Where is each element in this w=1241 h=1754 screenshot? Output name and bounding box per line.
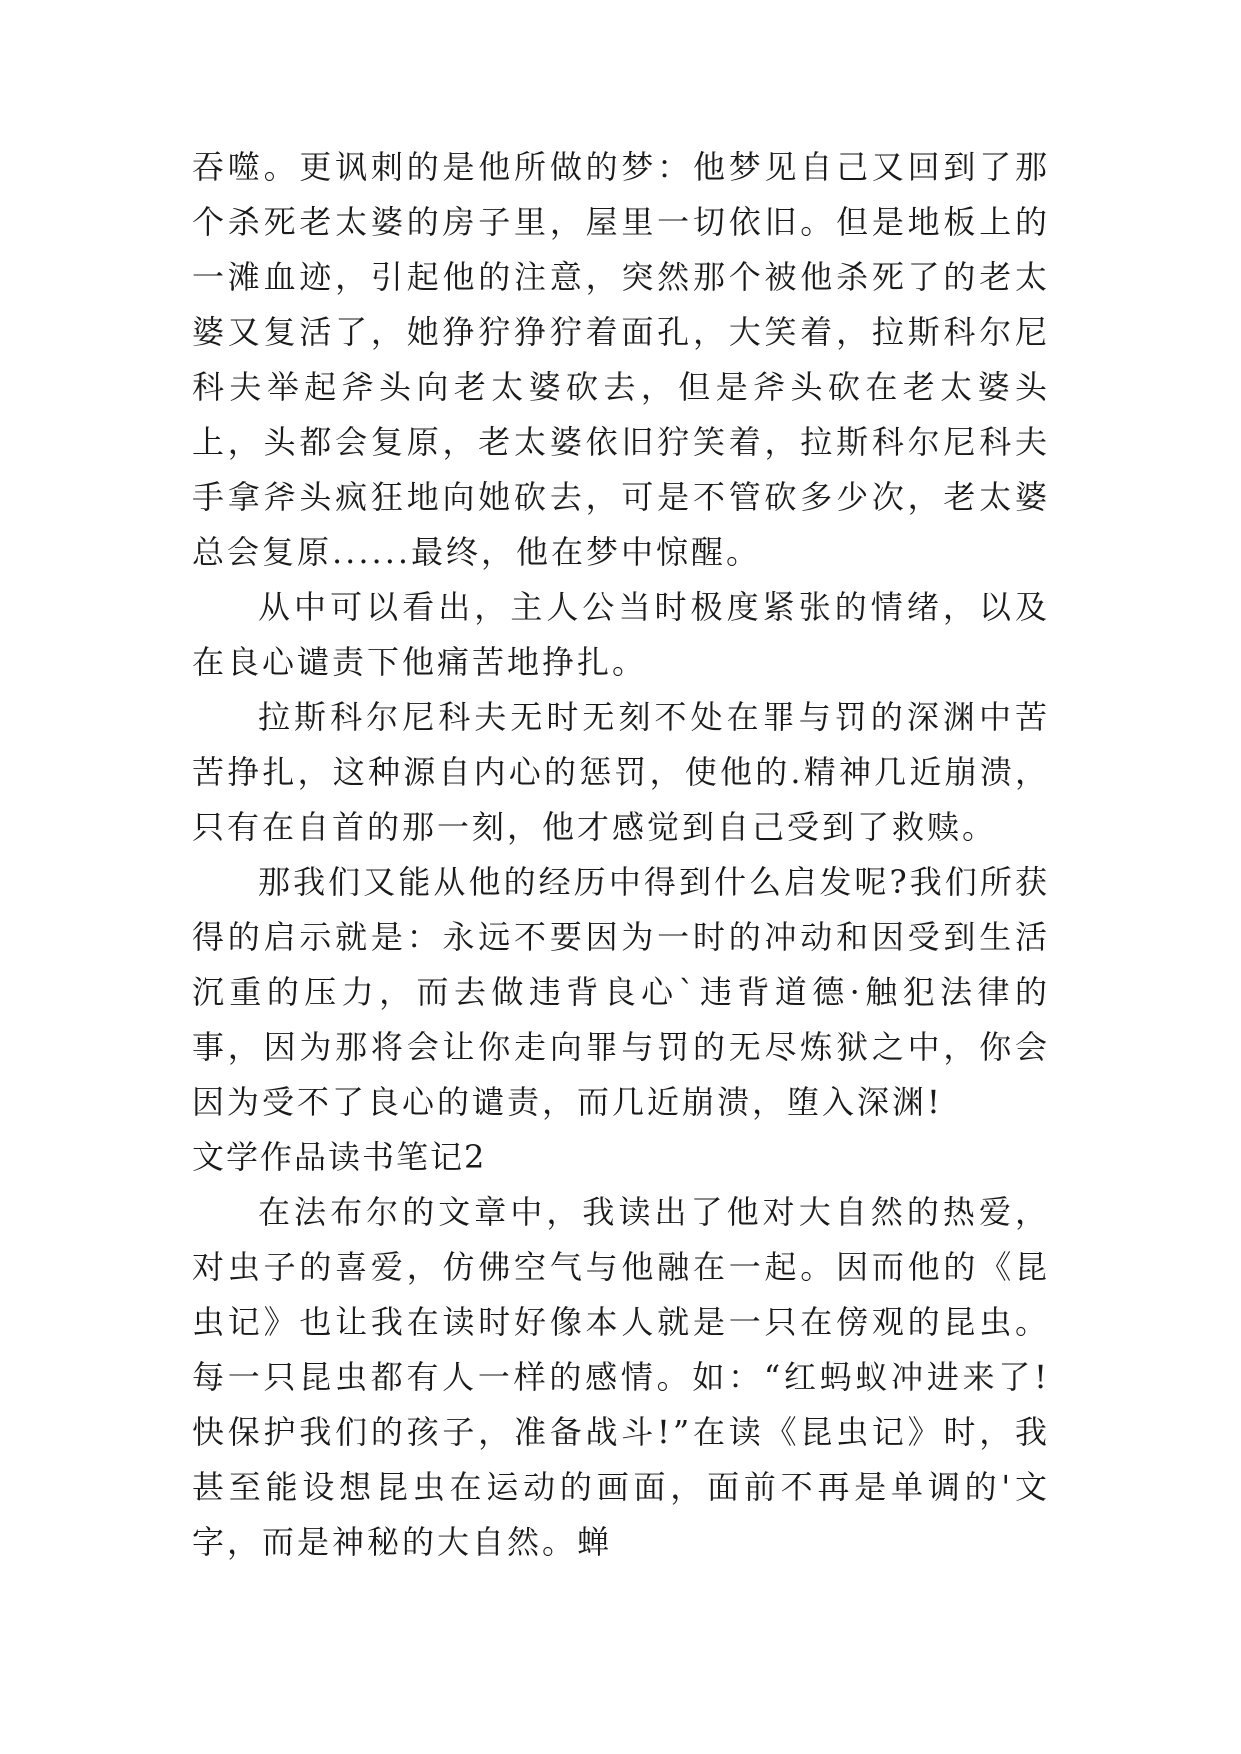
paragraph-redemption: 拉斯科尔尼科夫无时无刻不处在罪与罚的深渊中苦苦挣扎，这种源自内心的惩罚，使他的.精神几近崩溃，只有在自首的那一刻，他才感觉到自己受到了救赎。	[192, 698, 1050, 846]
paragraph-tension: 从中可以看出，主人公当时极度紧张的情绪，以及在良心谴责下他痛苦地挣扎。	[192, 588, 1050, 681]
paragraph-insect-record: 在法布尔的文章中，我读出了他对大自然的热爱，对虫子的喜爱，仿佛空气与他融在一起。因而他的《昆虫记》也让我在读时好像本人就是一只在傍观的昆虫。每一只昆虫都有人一样的感情。如：“红蚂蚁冲进来了!快保护我们的孩子，准备战斗!”在读《昆虫记》时，我甚至能设想昆虫在运动的画面，面前不再是单调的'文字，而是神秘的大自然。蝉	[192, 1193, 1050, 1561]
paragraph-dream: 吞噬。更讽刺的是他所做的梦：他梦见自己又回到了那个杀死老太婆的房子里，屋里一切依旧。但是地板上的一滩血迹，引起他的注意，突然那个被他杀死了的老太婆又复活了，她狰狞狰狞着面孔，大笑着，拉斯科尔尼科夫举起斧头向老太婆砍去，但是斧头砍在老太婆头上，头都会复原，老太婆依旧狞笑着，拉斯科尔尼科夫手拿斧头疯狂地向她砍去，可是不管砍多少次，老太婆总会复原......最终，他在梦中惊醒。	[192, 148, 1050, 571]
document-body	[192, 140, 1050, 1570]
section-heading: 文学作品读书笔记2	[192, 1138, 487, 1176]
paragraph-lesson: 那我们又能从他的经历中得到什么启发呢?我们所获得的启示就是：永远不要因为一时的冲动和因受到生活沉重的压力，而去做违背良心`违背道德·触犯法律的事，因为那将会让你走向罪与罚的无尽炼狱之中，你会因为受不了良心的谴责，而几近崩溃，堕入深渊!	[192, 863, 1050, 1121]
